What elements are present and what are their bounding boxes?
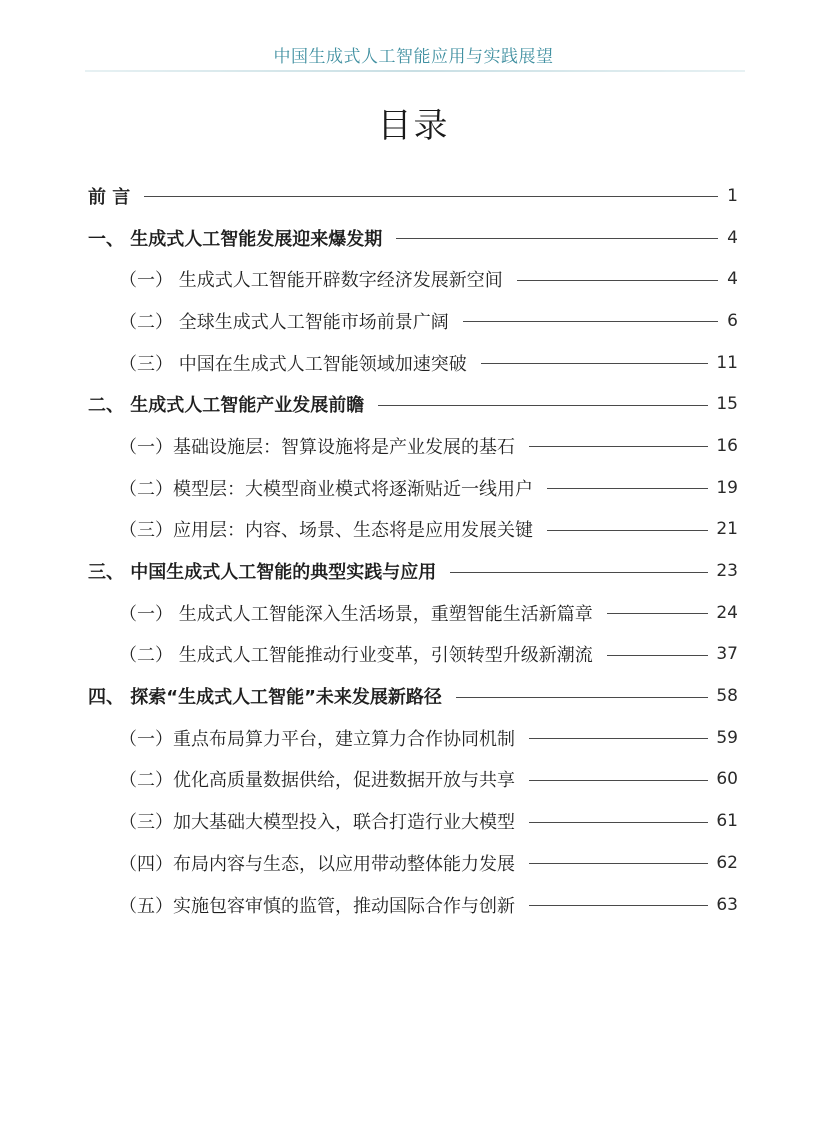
toc-entry-section-4-3[interactable] <box>88 800 738 842</box>
toc-page-number: 21 <box>716 519 738 540</box>
toc-page-number: 4 <box>727 269 738 290</box>
toc-page-number: 63 <box>716 894 738 915</box>
toc-page-number: 37 <box>716 644 738 665</box>
toc-leader-line <box>547 488 708 489</box>
toc-leader-line <box>529 446 708 447</box>
toc-entry-label: 前 言 <box>88 186 131 208</box>
toc-leader-line <box>529 822 708 823</box>
toc-page-number: 11 <box>716 352 738 373</box>
toc-entry-chapter-3[interactable] <box>88 550 738 592</box>
toc-entry-preface[interactable] <box>88 175 738 217</box>
toc-entry-chapter-2[interactable] <box>88 383 738 425</box>
toc-page-number: 62 <box>716 852 738 873</box>
toc-entry-label: （五）实施包容审慎的监管，推动国际合作与创新 <box>119 895 515 917</box>
toc-entry-label: （三）应用层：内容、场景、生态将是应用发展关键 <box>119 520 533 542</box>
toc-entry-label: （一） 生成式人工智能开辟数字经济发展新空间 <box>119 270 503 292</box>
toc-entry-label: （二） 生成式人工智能推动行业变革，引领转型升级新潮流 <box>119 645 593 667</box>
toc-entry-label: （二）优化高质量数据供给，促进数据开放与共享 <box>119 770 515 792</box>
toc-entry-label: （一）基础设施层：智算设施将是产业发展的基石 <box>119 436 515 458</box>
toc-page-number: 58 <box>716 686 738 707</box>
toc-entry-label: （二）模型层：大模型商业模式将逐渐贴近一线用户 <box>119 478 533 500</box>
toc-leader-line <box>607 655 709 656</box>
toc-leader-line <box>517 280 718 281</box>
toc-entry-section-3-2[interactable] <box>88 634 738 676</box>
toc-page-number: 15 <box>716 394 738 415</box>
toc-page-number: 59 <box>716 727 738 748</box>
toc-entry-section-1-3[interactable] <box>88 342 738 384</box>
toc-page-number: 23 <box>716 561 738 582</box>
toc-entry-label: 三、 中国生成式人工智能的典型实践与应用 <box>88 562 437 584</box>
toc-page-number: 60 <box>716 769 738 790</box>
toc-entry-chapter-4[interactable] <box>88 675 738 717</box>
toc-entry-label: 二、 生成式人工智能产业发展前瞻 <box>88 395 365 417</box>
toc-entry-section-4-2[interactable] <box>88 759 738 801</box>
toc-leader-line <box>529 780 708 781</box>
toc-entry-section-4-1[interactable] <box>88 717 738 759</box>
toc-leader-line <box>144 196 718 197</box>
toc-leader-line <box>450 572 708 573</box>
toc-leader-line <box>456 697 708 698</box>
toc-leader-line <box>529 738 708 739</box>
toc-entry-label: 一、 生成式人工智能发展迎来爆发期 <box>88 228 383 250</box>
table-of-contents <box>88 175 738 925</box>
toc-page-number: 6 <box>727 310 738 331</box>
toc-entry-section-4-4[interactable] <box>88 842 738 884</box>
toc-entry-section-2-2[interactable] <box>88 467 738 509</box>
toc-page-number: 61 <box>716 811 738 832</box>
toc-entry-label: （四）布局内容与生态，以应用带动整体能力发展 <box>119 853 515 875</box>
toc-leader-line <box>547 530 708 531</box>
toc-entry-section-4-5[interactable] <box>88 884 738 926</box>
toc-leader-line <box>529 863 708 864</box>
page-title: 目录 <box>377 106 450 146</box>
toc-entry-label: （一）重点布局算力平台，建立算力合作协同机制 <box>119 728 515 750</box>
toc-page-number: 24 <box>716 602 738 623</box>
toc-entry-chapter-1[interactable] <box>88 217 738 259</box>
toc-entry-section-2-3[interactable] <box>88 509 738 551</box>
header-divider <box>85 70 745 72</box>
toc-entry-section-3-1[interactable] <box>88 592 738 634</box>
toc-entry-label: （三） 中国在生成式人工智能领域加速突破 <box>119 353 467 375</box>
toc-leader-line <box>607 613 709 614</box>
toc-page-number: 1 <box>727 185 738 206</box>
toc-leader-line <box>529 905 708 906</box>
toc-page-number: 16 <box>716 435 738 456</box>
toc-leader-line <box>378 405 708 406</box>
toc-leader-line <box>463 321 718 322</box>
toc-entry-section-1-1[interactable] <box>88 258 738 300</box>
toc-entry-label: （一） 生成式人工智能深入生活场景，重塑智能生活新篇章 <box>119 603 593 625</box>
toc-entry-label: （三）加大基础大模型投入，联合打造行业大模型 <box>119 812 515 834</box>
toc-leader-line <box>481 363 709 364</box>
toc-page-number: 4 <box>727 227 738 248</box>
toc-entry-section-2-1[interactable] <box>88 425 738 467</box>
toc-page-number: 19 <box>716 477 738 498</box>
toc-leader-line <box>396 238 718 239</box>
running-header: 中国生成式人工智能应用与实践展望 <box>273 47 554 67</box>
toc-entry-section-1-2[interactable] <box>88 300 738 342</box>
toc-entry-label: （二） 全球生成式人工智能市场前景广阔 <box>119 311 449 333</box>
toc-entry-label: 四、 探索“生成式人工智能”未来发展新路径 <box>88 687 442 709</box>
